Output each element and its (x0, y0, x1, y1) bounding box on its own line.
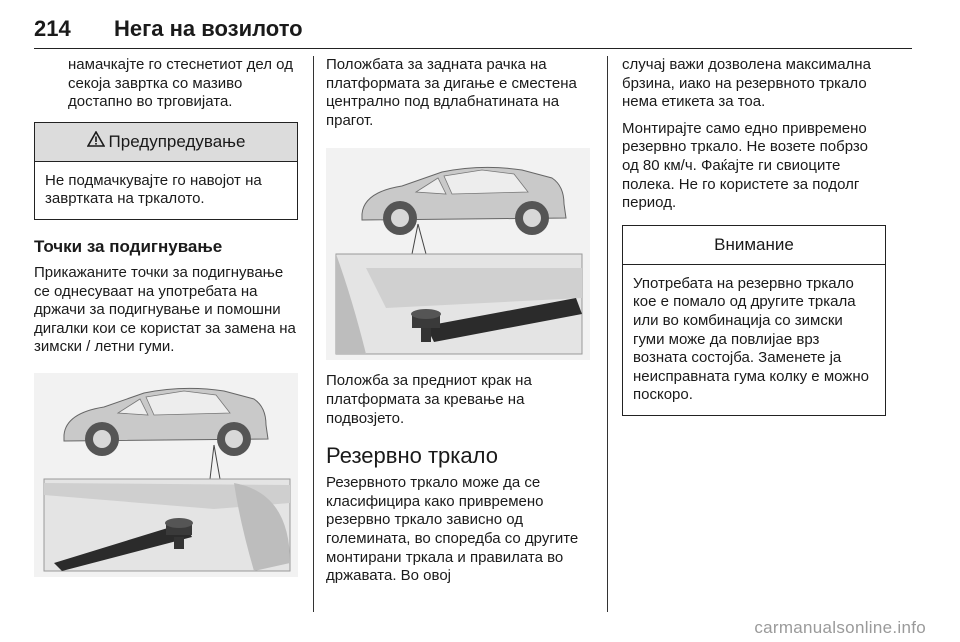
header-divider (34, 48, 912, 49)
figure1-caption: Положбата за задната рачка на платформата за дигање е сместена централно под вдлабнатината на прагот. (326, 56, 577, 129)
section-heading-lift-points: Точки за подигнување (34, 236, 223, 256)
warning-box-body (35, 162, 297, 219)
notice-box-body (623, 265, 885, 415)
front-lift-point-illustration (326, 148, 590, 360)
rear-lift-point-illustration (34, 373, 298, 577)
watermark: carmanualsonline.info (754, 618, 926, 637)
section-heading-spare-wheel: Резервно тркало (326, 443, 498, 469)
warning-box-title: Предупредување (108, 131, 246, 151)
notice-box-header (623, 226, 885, 265)
column-left (34, 56, 298, 577)
page-title: Нега на возилото (114, 16, 303, 41)
section-text-spare-wheel: Резервното тркало може да се класифицира како привремено резервно тркало зависно од големината, во споредба со другите монтирани тркала и правилата во државата. Во овој (326, 474, 579, 585)
notice-box-title: Внимание (714, 234, 794, 254)
paragraph-temporary-spare: Монтирајте само едно привремено резервно тркало. Не возете побрзо од 80 км/ч. Фаќајте ги свиоците полека. Не го користете за подолг период. (622, 119, 868, 212)
page-header (34, 16, 912, 50)
warning-box-text: Не подмачкувајте го навојот на завртката на тркалото. (45, 171, 262, 208)
notice-box-text: Употребата на резервно тркало кое е помало од другите тркала или во комбинација со зимски гуми може да повлијае врз возната состојба. Заменете ја неисправната гума колку е можно поскоро. (633, 274, 869, 404)
warning-box (34, 122, 298, 220)
column-divider-2 (607, 56, 608, 612)
continuation-text-right: случај важи дозволена максимална брзина, иако на резервното тркало нема етикета за тоа. (622, 56, 871, 111)
warning-box-header (35, 123, 297, 162)
continuation-text: намачкајте го стеснетиот дел од секоја завртка со мазиво достапно во трговијата. (68, 56, 293, 111)
figure2-caption: Положба за предниот крак на платформата за кревање на подвозјето. (326, 372, 532, 427)
notice-box (622, 225, 886, 416)
section-text-lift-points: Прикажаните точки за подигнување се однесуваат на употребата на држачи за подигнување и помошни дигалки кои се користат за замена на зимски / летни гуми. (34, 263, 296, 356)
warning-triangle-icon (87, 123, 105, 161)
column-divider-1 (313, 56, 314, 612)
column-middle (326, 56, 590, 586)
page-number: 214 (34, 16, 71, 41)
column-right (622, 56, 886, 416)
